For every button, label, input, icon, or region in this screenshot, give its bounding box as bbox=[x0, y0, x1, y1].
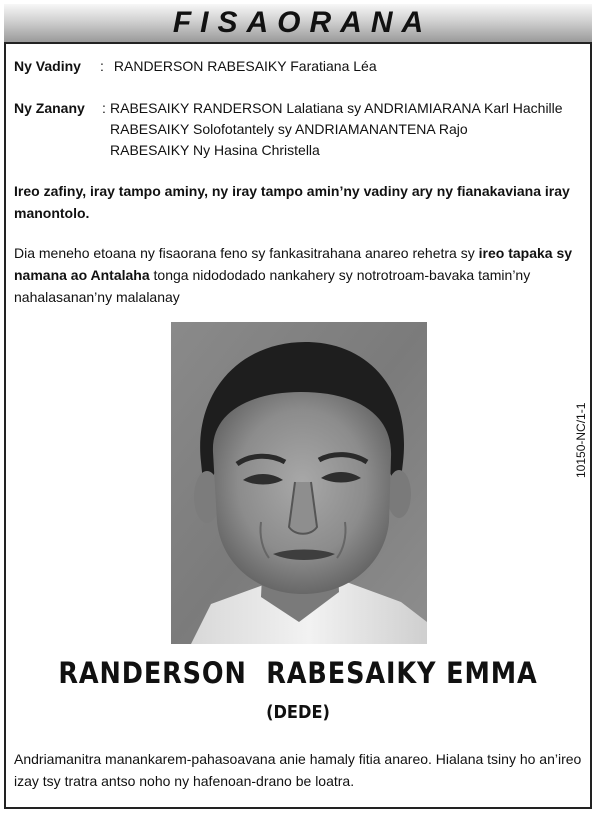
children-colon: : bbox=[102, 100, 106, 116]
child-line-2: RABESAIKY Solofotantely sy ANDRIAMANANTENA Rajo bbox=[110, 121, 468, 137]
title-banner bbox=[4, 4, 592, 44]
thanks-paragraph bbox=[14, 242, 586, 308]
closing-paragraph: Andriamanitra manankarem-pahasoavana anie hamaly fitia anareo. Hialana tsiny ho an’ireo izay tsy tratra antso noho ny hafenoan-drano be loatra. bbox=[14, 751, 582, 789]
spouse-colon: : bbox=[100, 58, 104, 74]
spouse-row bbox=[14, 56, 377, 77]
deceased-nickname: (DEDE) bbox=[266, 702, 330, 723]
spouse-value: RANDERSON RABESAIKY Faratiana Léa bbox=[113, 58, 377, 74]
child-line-3: RABESAIKY Ny Hasina Christella bbox=[110, 142, 320, 158]
thanks-text-end: tonga nidododado nankahery sy notrotroam-bavaka tamin’ny nahalasanan’ny malalanay bbox=[14, 267, 531, 305]
child-line-1: RABESAIKY RANDERSON Lalatiana sy ANDRIAMIARANA Karl Hachille bbox=[110, 100, 563, 116]
deceased-name: RANDERSON RABESAIKY EMMA bbox=[58, 656, 538, 690]
relatives-paragraph: Ireo zafiny, iray tampo aminy, ny iray tampo amin’ny vadiny ary ny fianakaviana iray manontolo. bbox=[14, 183, 570, 221]
reference-code: 10150-NC/1-1 bbox=[574, 402, 588, 478]
spouse-label: Ny Vadiny bbox=[14, 58, 81, 74]
thanks-text-start: Dia meneho etoana ny fisaorana feno sy fankasitrahana anareo rehetra sy bbox=[14, 245, 479, 261]
page-title: FISAORANA bbox=[172, 6, 433, 39]
thanks-text-bold: ireo tapaka sy namana ao Antalaha bbox=[14, 245, 573, 283]
children-label-row bbox=[14, 98, 116, 119]
deceased-portrait-photo bbox=[171, 322, 427, 644]
children-label: Ny Zanany bbox=[14, 100, 85, 116]
